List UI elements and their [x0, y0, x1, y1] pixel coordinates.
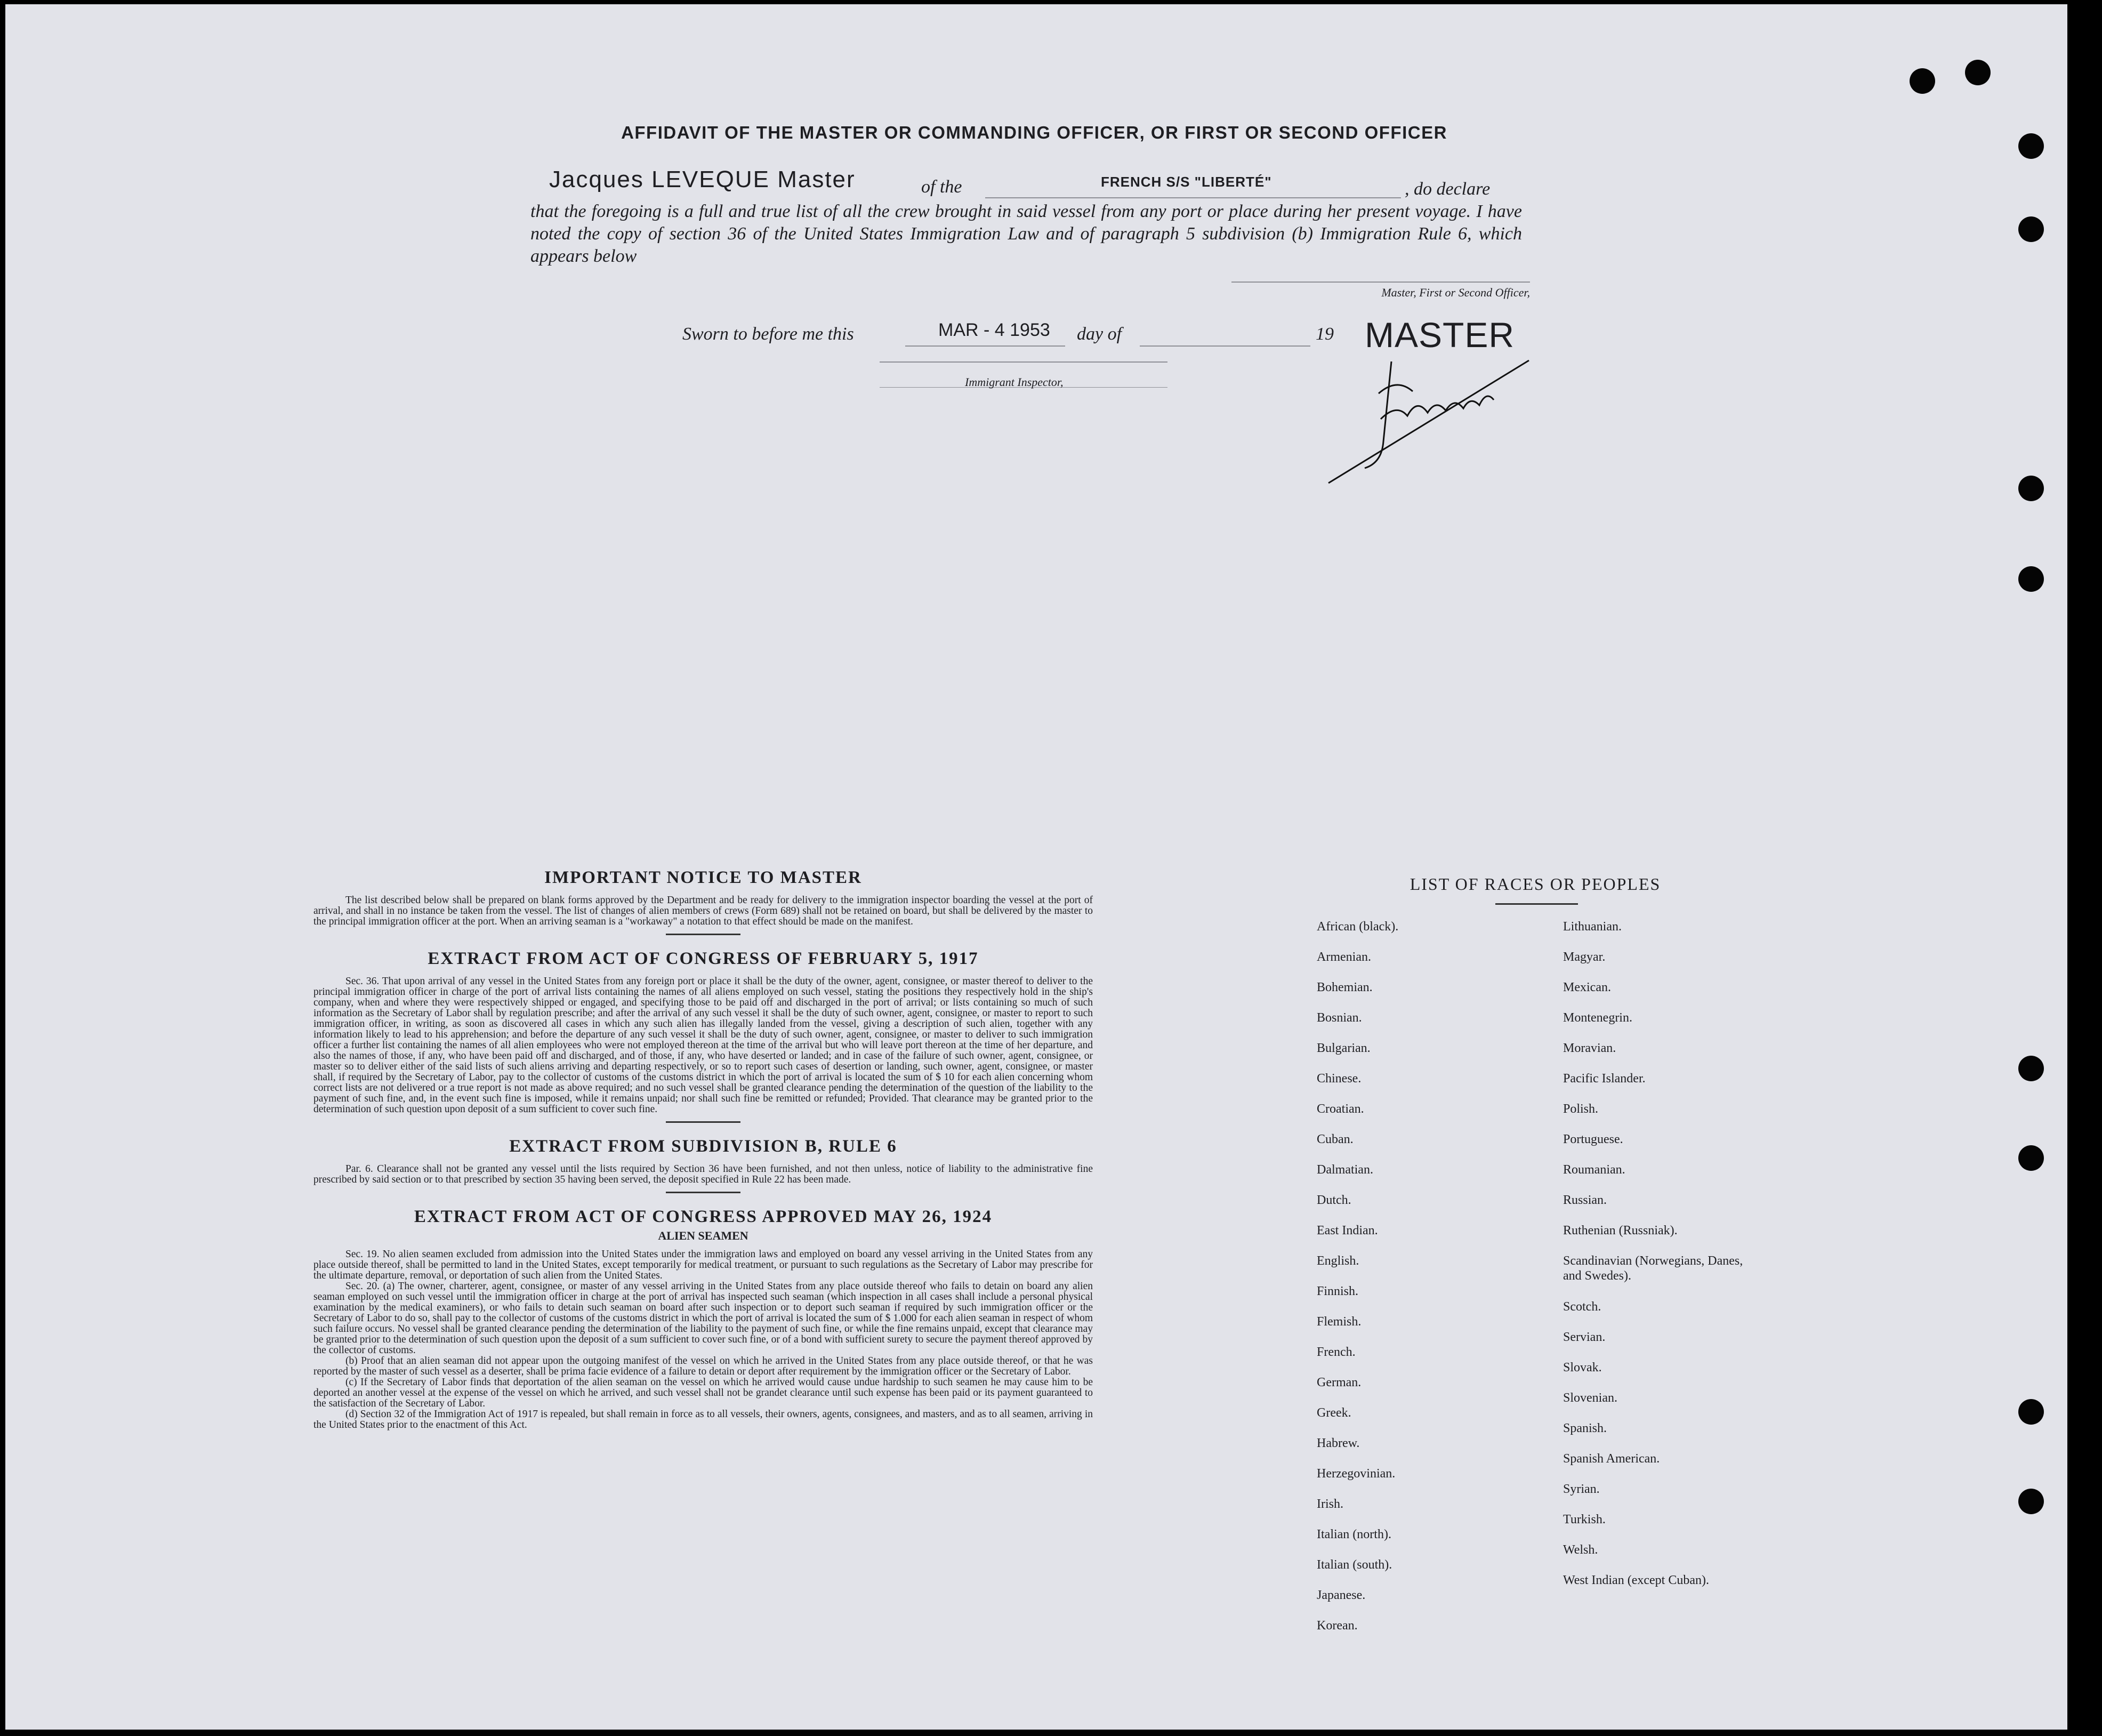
vessel-name-field: FRENCH S/S "LIBERTÉ" [1101, 174, 1272, 190]
section-divider [666, 934, 740, 935]
race-item: Polish. [1563, 1102, 1599, 1116]
race-item: Spanish. [1563, 1421, 1607, 1435]
day-of-label: day of [1077, 324, 1122, 344]
notice-title: IMPORTANT NOTICE TO MASTER [544, 868, 862, 887]
extract-1917-text: Sec. 36. That upon arrival of any vessel in the United States from any foreign port or place it shall be the duty of the owner, agent, consignee, or master thereof to deliver to the principal immigration officer in charge of the port of arrival lists containing the names of all aliens employed on such vessel, stating the positions they respectively hold in the ship's company, when and where they were respectively shipped or engaged, and specifying those to be paid off and discharged in the port of arrival; or lists containing so much of such information as the Secretary of Labor shall by regulation prescribe; and after the arrival of any such vessel it shall be the duty of such owner, agent, consignee, or master to report to such immigration officer, in writing, as soon as discovered all cases in which any such alien has illegally landed from the vessel, giving a description of such alien, together with any information likely to lead to his apprehension; and before the departure of any such vessel it shall be the duty of such owner, agent, consignee, or master to deliver to such immigration officer a further list containing the names of all alien employees who were not employed thereon at the time of the arrival but who will leave port thereon at the time of her departure, and also the names of those, if any, who have been paid off and discharged, and of those, if any, who have deserted or landed; and in case of the failure of such owner, agent, consignee, or master so to deliver either of the said lists of such aliens arriving and departing respectively, or so to report such cases of desertion or landing, such owner, agent, consignee, or master shall, if required by the Secretary of Labor, pay to the collector of customs of the customs district in which the port of arrival is located the sum of $ 10 for each alien concerning whom correct lists are not delivered or a true report is not made as above required; and no such vessel shall be granted clearance pending the determination of the question of the liability to the payment of such fine, and, in the event such fine is imposed, while it remains unpaid; nor shall such fine be remitted or refunded; Provided. That clearance may be granted prior to the determination of such question upon deposit of a sum sufficient to cover such fine. [313, 976, 1093, 1115]
binding-hole [2018, 476, 2044, 501]
binding-hole [2018, 216, 2044, 242]
race-item: Servian. [1563, 1330, 1606, 1344]
race-item: German. [1317, 1376, 1362, 1389]
race-item: French. [1317, 1345, 1356, 1359]
master-stamp: MASTER [1365, 315, 1515, 355]
race-item: Slovenian. [1563, 1391, 1617, 1405]
section-divider [666, 1121, 740, 1123]
master-name-field: Jacques LEVEQUE Master [549, 166, 856, 192]
do-declare-label: , do declare [1405, 179, 1491, 199]
race-item: Habrew. [1317, 1436, 1360, 1450]
races-list-title: LIST OF RACES OR PEOPLES [1410, 874, 1661, 894]
race-item: Turkish. [1563, 1513, 1606, 1526]
race-item: Japanese. [1317, 1588, 1366, 1602]
race-item: Ruthenian (Russniak). [1563, 1224, 1678, 1237]
binding-hole [2018, 1056, 2044, 1081]
extract-rule6-text: Par. 6. Clearance shall not be granted any vessel until the lists required by Section 36 have been furnished, and not then unless, notice of liability to the administrative fine prescribed by said section or to that prescribed by section 35 having been served, the deposit specified in Rule 22 has been made. [313, 1163, 1093, 1185]
race-item: Lithuanian. [1563, 920, 1622, 934]
of-the-label: of the [921, 177, 962, 197]
sec-19-text: Sec. 19. No alien seamen excluded from admission into the United States under the immigration laws and employed on board any vessel arriving in the United States from any place outside thereof, shall be permitted to land in the United States, except temporarily for medical treatment, or pursuant to such regulations as the Secretary of Labor may prescribe for the ultimate departure, removal, or deportation of such alien from the United States. [313, 1249, 1093, 1281]
extract-rule6-title: EXTRACT FROM SUBDIVISION B, RULE 6 [509, 1137, 897, 1156]
sworn-date-stamp: MAR - 4 1953 [938, 320, 1050, 340]
race-item: Slovak. [1563, 1361, 1602, 1375]
race-item: Cuban. [1317, 1132, 1354, 1146]
binding-hole [2018, 1489, 2044, 1514]
document-sheet [5, 4, 2067, 1730]
declaration-text: that the foregoing is a full and true list of all the crew brought in said vessel from any port or place during her present voyage. I have noted the copy of section 36 of the United States Immigration Law and of paragraph 5 subdivision (b) Immigration Rule 6, which appears below [530, 202, 1522, 266]
race-item: Chinese. [1317, 1072, 1362, 1086]
section-divider [666, 1192, 740, 1193]
race-item: Scotch. [1563, 1300, 1601, 1314]
race-item: Pacific Islander. [1563, 1072, 1646, 1086]
race-item: Bohemian. [1317, 980, 1373, 994]
race-item: Portuguese. [1563, 1132, 1623, 1146]
race-item: Italian (north). [1317, 1528, 1391, 1541]
inspector-caption: Immigrant Inspector, [965, 375, 1064, 389]
year-prefix: 19 [1316, 324, 1334, 344]
sec-20c-text: (c) If the Secretary of Labor finds that deportation of the alien seaman on the vessel on which he arrived would cause undue hardship to such seamen he may cause him to be deported an another vessel at the expense of the vessel on which he arrived, and such vessel shall not be grandet clearance until such expense has been paid or its payment guaranteed to the satisfaction of the Secretary of Labor. [313, 1377, 1093, 1409]
race-item: Welsh. [1563, 1543, 1598, 1557]
race-item: Bulgarian. [1317, 1041, 1371, 1055]
sec-20b-text: (b) Proof that an alien seaman did not appear upon the outgoing manifest of the vessel on which he arrived in the United States from any place outside thereof, or that he was reported by the master of such vessel as a deserter, shall be prima facie evidence of a failure to detain or deport after requirement by the immigration officer or the Secretary of Labor. [313, 1355, 1093, 1377]
signature-line [1231, 282, 1530, 283]
race-item: Armenian. [1317, 950, 1371, 964]
race-item: Herzegovinian. [1317, 1467, 1396, 1481]
month-underline [1140, 345, 1310, 347]
affidavit-title: AFFIDAVIT OF THE MASTER OR COMMANDING OFFICER, OR FIRST OR SECOND OFFICER [621, 123, 1447, 142]
race-item: Finnish. [1317, 1284, 1359, 1298]
binding-hole [1965, 60, 1991, 85]
important-notice [313, 868, 1093, 1430]
race-item: Montenegrin. [1563, 1011, 1632, 1025]
notice-intro: The list described below shall be prepared on blank forms approved by the Department and be ready for delivery to the immigration inspector boarding the vessel at the port of arrival, and shall in no instance be taken from the vessel. The list of changes of alien members of crews (Form 689) shall not be retained on board, but shall be delivered by the master to the principal immigration officer at the port. When an arriving seaman is a "workaway" a notation to that effect should be made on the manifest. [313, 895, 1093, 927]
race-item: African (black). [1317, 920, 1399, 934]
race-item: Italian (south). [1317, 1558, 1392, 1572]
master-caption: Master, First or Second Officer, [1381, 286, 1530, 299]
binding-hole [2018, 1145, 2044, 1171]
race-item: Dalmatian. [1317, 1163, 1373, 1177]
sworn-date-underline [905, 345, 1065, 347]
race-item: East Indian. [1317, 1224, 1378, 1237]
races-title-rule [1495, 903, 1578, 905]
race-item: English. [1317, 1254, 1359, 1268]
race-item: Dutch. [1317, 1193, 1351, 1207]
binding-hole [2018, 1399, 2044, 1425]
binding-hole [2018, 566, 2044, 592]
extract-1917-title: EXTRACT FROM ACT OF CONGRESS OF FEBRUARY 5, 1917 [428, 949, 979, 968]
race-item: Greek. [1317, 1406, 1351, 1420]
race-item: Scandinavian (Norwegians, Danes, and Swedes). [1563, 1254, 1743, 1283]
sec-20a-text: Sec. 20. (a) The owner, charterer, agent, consignee, or master of any vessel arriving in the United States from any place outside thereof who fails to detain on board any alien seaman employed on such vessel until the immigration officer in charge at the port of arrival has inspected such seaman (which inspection in all cases shall include a personal physical examination by the medical examiners), or who fails to detain such seaman on board after such inspection or to deport such seaman if required by such immigration officer or the Secretary of Labor to do so, shall pay to the collector of customs of the customs district in which the port of arrival is located the sum of $ 1.000 for each alien seaman in respect of whom such failure occurs. No vessel shall be granted clearance pending the determination of the liability to the payment of such fine, or while the fine remains unpaid, except that clearance may be granted prior to the determination of such question upon the deposit of a sum sufficient to cover such fine, or of a bond with sufficient surety to secure the payment thereof approved by the collector of customs. [313, 1281, 1093, 1356]
vessel-name-underline [985, 197, 1401, 198]
race-item: Flemish. [1317, 1315, 1362, 1329]
extract-1924-title: EXTRACT FROM ACT OF CONGRESS APPROVED MAY 26, 1924 [414, 1207, 993, 1226]
binding-hole [1910, 68, 1935, 94]
race-item: Korean. [1317, 1619, 1358, 1633]
race-item: West Indian (except Cuban). [1563, 1573, 1709, 1587]
race-item: Mexican. [1563, 980, 1611, 994]
race-item: Roumanian. [1563, 1163, 1625, 1177]
race-item: Moravian. [1563, 1041, 1616, 1055]
race-item: Syrian. [1563, 1482, 1600, 1496]
race-item: Croatian. [1317, 1102, 1364, 1116]
alien-seamen-subtitle: ALIEN SEAMEN [658, 1229, 748, 1242]
inspector-signature-line [880, 361, 1167, 363]
race-item: Russian. [1563, 1193, 1607, 1207]
sworn-text: Sworn to before me this [682, 324, 854, 344]
race-item: Irish. [1317, 1497, 1343, 1511]
binding-hole [2018, 133, 2044, 159]
race-item: Magyar. [1563, 950, 1606, 964]
handwritten-signature [1327, 356, 1541, 489]
sec-20d-text: (d) Section 32 of the Immigration Act of 1917 is repealed, but shall remain in force as to all vessels, their owners, agents, consignees, and masters, and as to all seamen, arriving in the United States prior to the enactment of this Act. [313, 1409, 1093, 1430]
race-item: Spanish American. [1563, 1452, 1660, 1466]
race-item: Bosnian. [1317, 1011, 1362, 1025]
